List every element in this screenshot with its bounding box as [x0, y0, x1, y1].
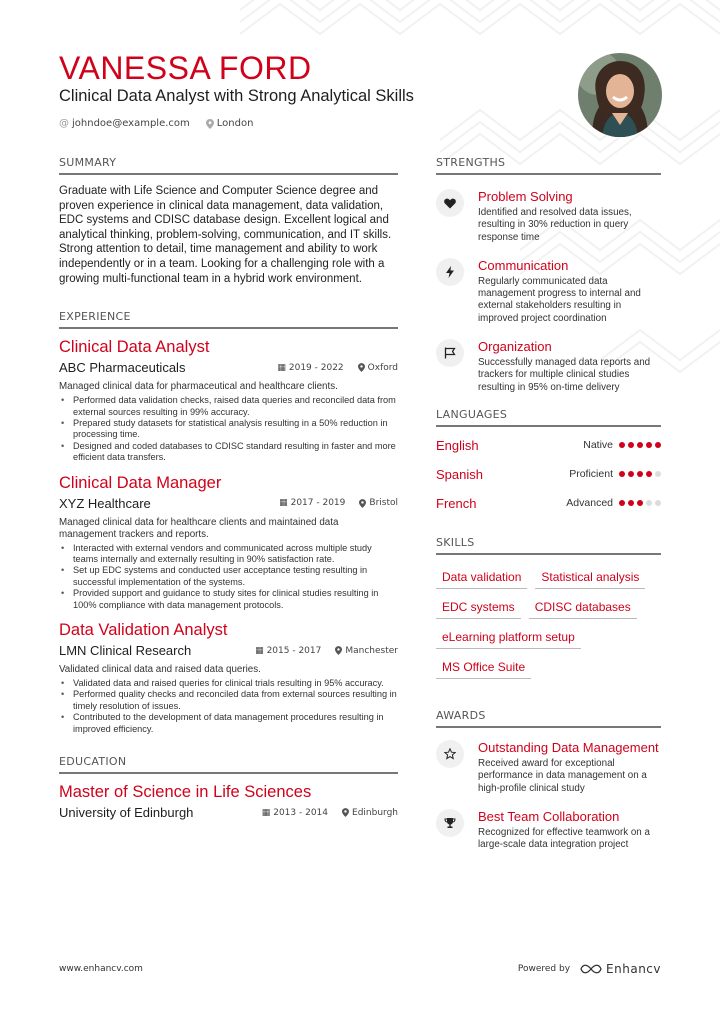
- proficiency-dot: [655, 500, 661, 506]
- location-pin-icon: [359, 499, 366, 508]
- skill-tag: CDISC databases: [529, 597, 637, 619]
- job-bullet: • Interacted with external vendors and communicated across multiple study teams internally and externally resulting in 90% satisfaction rate.: [59, 543, 398, 566]
- job-location: Oxford: [367, 362, 398, 373]
- job-bullet: • Contributed to the development of data management procedures resulting in improved efficiency.: [59, 712, 398, 735]
- proficiency-dot: [637, 471, 643, 477]
- location-pin-icon: [206, 119, 214, 129]
- language-row: [436, 431, 661, 460]
- award-item: [436, 809, 661, 852]
- powered-by-text: Powered by: [517, 964, 571, 974]
- job-dates: 2017 - 2019: [290, 498, 346, 509]
- award-desc: Recognized for effective teamwork on a large-scale data integration project: [478, 826, 650, 851]
- strength-title: Organization: [478, 339, 552, 355]
- profile-photo: [578, 53, 662, 137]
- language-dots: [619, 500, 661, 506]
- candidate-role: Clinical Data Analyst with Strong Analytical Skills: [59, 87, 414, 105]
- job-title: Clinical Data Analyst: [59, 338, 210, 357]
- experience-entry: [59, 474, 398, 611]
- job-description: Managed clinical data for healthcare clients and maintained data management trackers and reports.: [59, 516, 339, 540]
- education-dates: 2013 - 2014: [273, 807, 329, 818]
- experience-entry: [59, 621, 398, 735]
- language-dots: [619, 442, 661, 448]
- language-name: English: [436, 437, 479, 453]
- award-title: Best Team Collaboration: [478, 808, 620, 824]
- language-dots: [619, 471, 661, 477]
- lightning-icon: [446, 266, 454, 278]
- education-entry: [59, 783, 398, 820]
- company-name: XYZ Healthcare: [59, 495, 151, 511]
- proficiency-dot: [619, 471, 625, 477]
- proficiency-dot: [655, 471, 661, 477]
- language-row: [436, 460, 661, 489]
- footer: [59, 962, 661, 976]
- language-level: Advanced: [566, 497, 613, 510]
- strength-desc: Identified and resolved data issues, resulting in 30% reduction in query response time: [478, 207, 632, 243]
- contact-row: [59, 118, 559, 129]
- languages-title: LANGUAGES: [436, 408, 661, 427]
- language-level: Proficient: [569, 468, 613, 481]
- proficiency-dot: [637, 442, 643, 448]
- proficiency-dot: [628, 500, 634, 506]
- language-name: French: [436, 495, 477, 511]
- strengths-title: STRENGTHS: [436, 156, 661, 175]
- experience-title: EXPERIENCE: [59, 310, 398, 329]
- experience-entry: [59, 338, 398, 463]
- proficiency-dot: [628, 471, 634, 477]
- email-text: johndoe@example.com: [72, 118, 190, 129]
- language-level: Native: [583, 439, 613, 452]
- job-bullet: • Set up EDC systems and conducted user acceptance testing resulting in successful implementation of the systems.: [59, 565, 398, 588]
- summary-text: Graduate with Life Science and Computer Science degree and proven experience in clinical data management, data validation, EDC systems and CDISC database design. Excellent logical and analytical thinking, problem-solving, communication, and IT skills. Strong attention to detail, time management and ability to work independently or in a team. Looking for a challenging role with a growing multi-functional team in a hybrid work environment.: [59, 185, 392, 285]
- summary-title: SUMMARY: [59, 156, 398, 175]
- job-dates: 2019 - 2022: [288, 362, 344, 373]
- heart-icon: [444, 198, 456, 209]
- candidate-name: VANESSA FORD: [59, 50, 312, 86]
- job-title: Data Validation Analyst: [59, 621, 228, 640]
- star-icon: [444, 748, 456, 760]
- calendar-icon: ▦: [261, 807, 271, 818]
- calendar-icon: ▦: [279, 498, 288, 509]
- location-item: [206, 118, 254, 129]
- calendar-icon: ▦: [255, 645, 264, 656]
- skill-tag: EDC systems: [436, 597, 521, 619]
- proficiency-dot: [619, 442, 625, 448]
- company-name: ABC Pharmaceuticals: [59, 360, 186, 376]
- brand-logo[interactable]: [580, 962, 661, 976]
- trophy-icon: [444, 817, 456, 829]
- education-title: EDUCATION: [59, 755, 398, 774]
- strength-desc: Regularly communicated data management progress to internal and external stakeholders resulting in improved project coordination: [478, 275, 641, 324]
- right-column: [436, 156, 661, 865]
- location-pin-icon: [342, 808, 349, 817]
- strength-title: Problem Solving: [478, 189, 573, 204]
- job-description: Validated clinical data and raised data queries.: [59, 664, 261, 676]
- job-bullet: • Prepared study datasets for statistical analysis resulting in a 50% reduction in processing time.: [59, 418, 398, 441]
- education-location: Edinburgh: [352, 807, 398, 818]
- enhancv-logo-icon: [580, 963, 602, 975]
- job-bullet: • Validated data and raised queries for clinical trials resulting in 95% accuracy.: [59, 678, 398, 689]
- left-column: [59, 156, 398, 820]
- skills-list: [436, 567, 661, 679]
- languages-list: [436, 431, 661, 518]
- school-name: University of Edinburgh: [59, 805, 194, 821]
- skill-tag: Statistical analysis: [535, 567, 645, 589]
- location-pin-icon: [358, 363, 365, 372]
- flag-icon: [444, 347, 456, 359]
- proficiency-dot: [655, 442, 661, 448]
- location-text: London: [216, 118, 254, 129]
- avatar: [578, 53, 662, 137]
- job-bullet: • Designed and coded databases to CDISC standard resulting in faster and more efficient data transfers.: [59, 441, 398, 464]
- strength-item: [436, 258, 661, 325]
- company-name: LMN Clinical Research: [59, 643, 192, 659]
- location-pin-icon: [335, 646, 342, 655]
- proficiency-dot: [619, 500, 625, 506]
- language-name: Spanish: [436, 466, 483, 482]
- proficiency-dot: [646, 442, 652, 448]
- degree-title: Master of Science in Life Sciences: [59, 783, 312, 802]
- strength-title: Communication: [478, 257, 569, 273]
- job-location: Manchester: [345, 645, 398, 656]
- job-location: Bristol: [369, 498, 398, 509]
- award-item: [436, 740, 661, 795]
- at-icon: @: [59, 118, 69, 129]
- language-row: [436, 489, 661, 518]
- strength-item: [436, 189, 661, 244]
- strength-item: [436, 339, 661, 394]
- skill-tag: eLearning platform setup: [436, 627, 581, 649]
- job-title: Clinical Data Manager: [59, 473, 222, 492]
- brand-name: Enhancv: [606, 962, 661, 976]
- proficiency-dot: [628, 442, 634, 448]
- footer-website[interactable]: www.enhancv.com: [59, 964, 143, 974]
- proficiency-dot: [646, 500, 652, 506]
- award-desc: Received award for exceptional performance in data management on a high-profile clinical study: [478, 757, 647, 794]
- job-bullet: • Performed data validation checks, raised data queries and reconciled data from external sources resulting in 99% accuracy.: [59, 395, 398, 418]
- proficiency-dot: [637, 500, 643, 506]
- awards-title: AWARDS: [436, 709, 661, 728]
- email-item[interactable]: [59, 118, 190, 129]
- skill-tag: MS Office Suite: [436, 657, 531, 679]
- calendar-icon: ▦: [277, 362, 286, 373]
- job-bullet: • Performed quality checks and reconciled data from external sources resulting in timely resolution of issues.: [59, 689, 398, 712]
- job-description: Managed clinical data for pharmaceutical and healthcare clients.: [59, 381, 338, 393]
- award-title: Outstanding Data Management: [478, 739, 659, 755]
- proficiency-dot: [646, 471, 652, 477]
- skill-tag: Data validation: [436, 567, 527, 589]
- resume-header: [59, 50, 559, 129]
- job-dates: 2015 - 2017: [266, 645, 322, 656]
- skills-title: SKILLS: [436, 536, 661, 555]
- job-bullet: • Provided support and guidance to study sites for clinical studies resulting in 100% compliance with data management protocols.: [59, 588, 398, 611]
- strength-desc: Successfully managed data reports and trackers for multiple clinical studies resulting in 95% on-time delivery: [478, 357, 651, 393]
